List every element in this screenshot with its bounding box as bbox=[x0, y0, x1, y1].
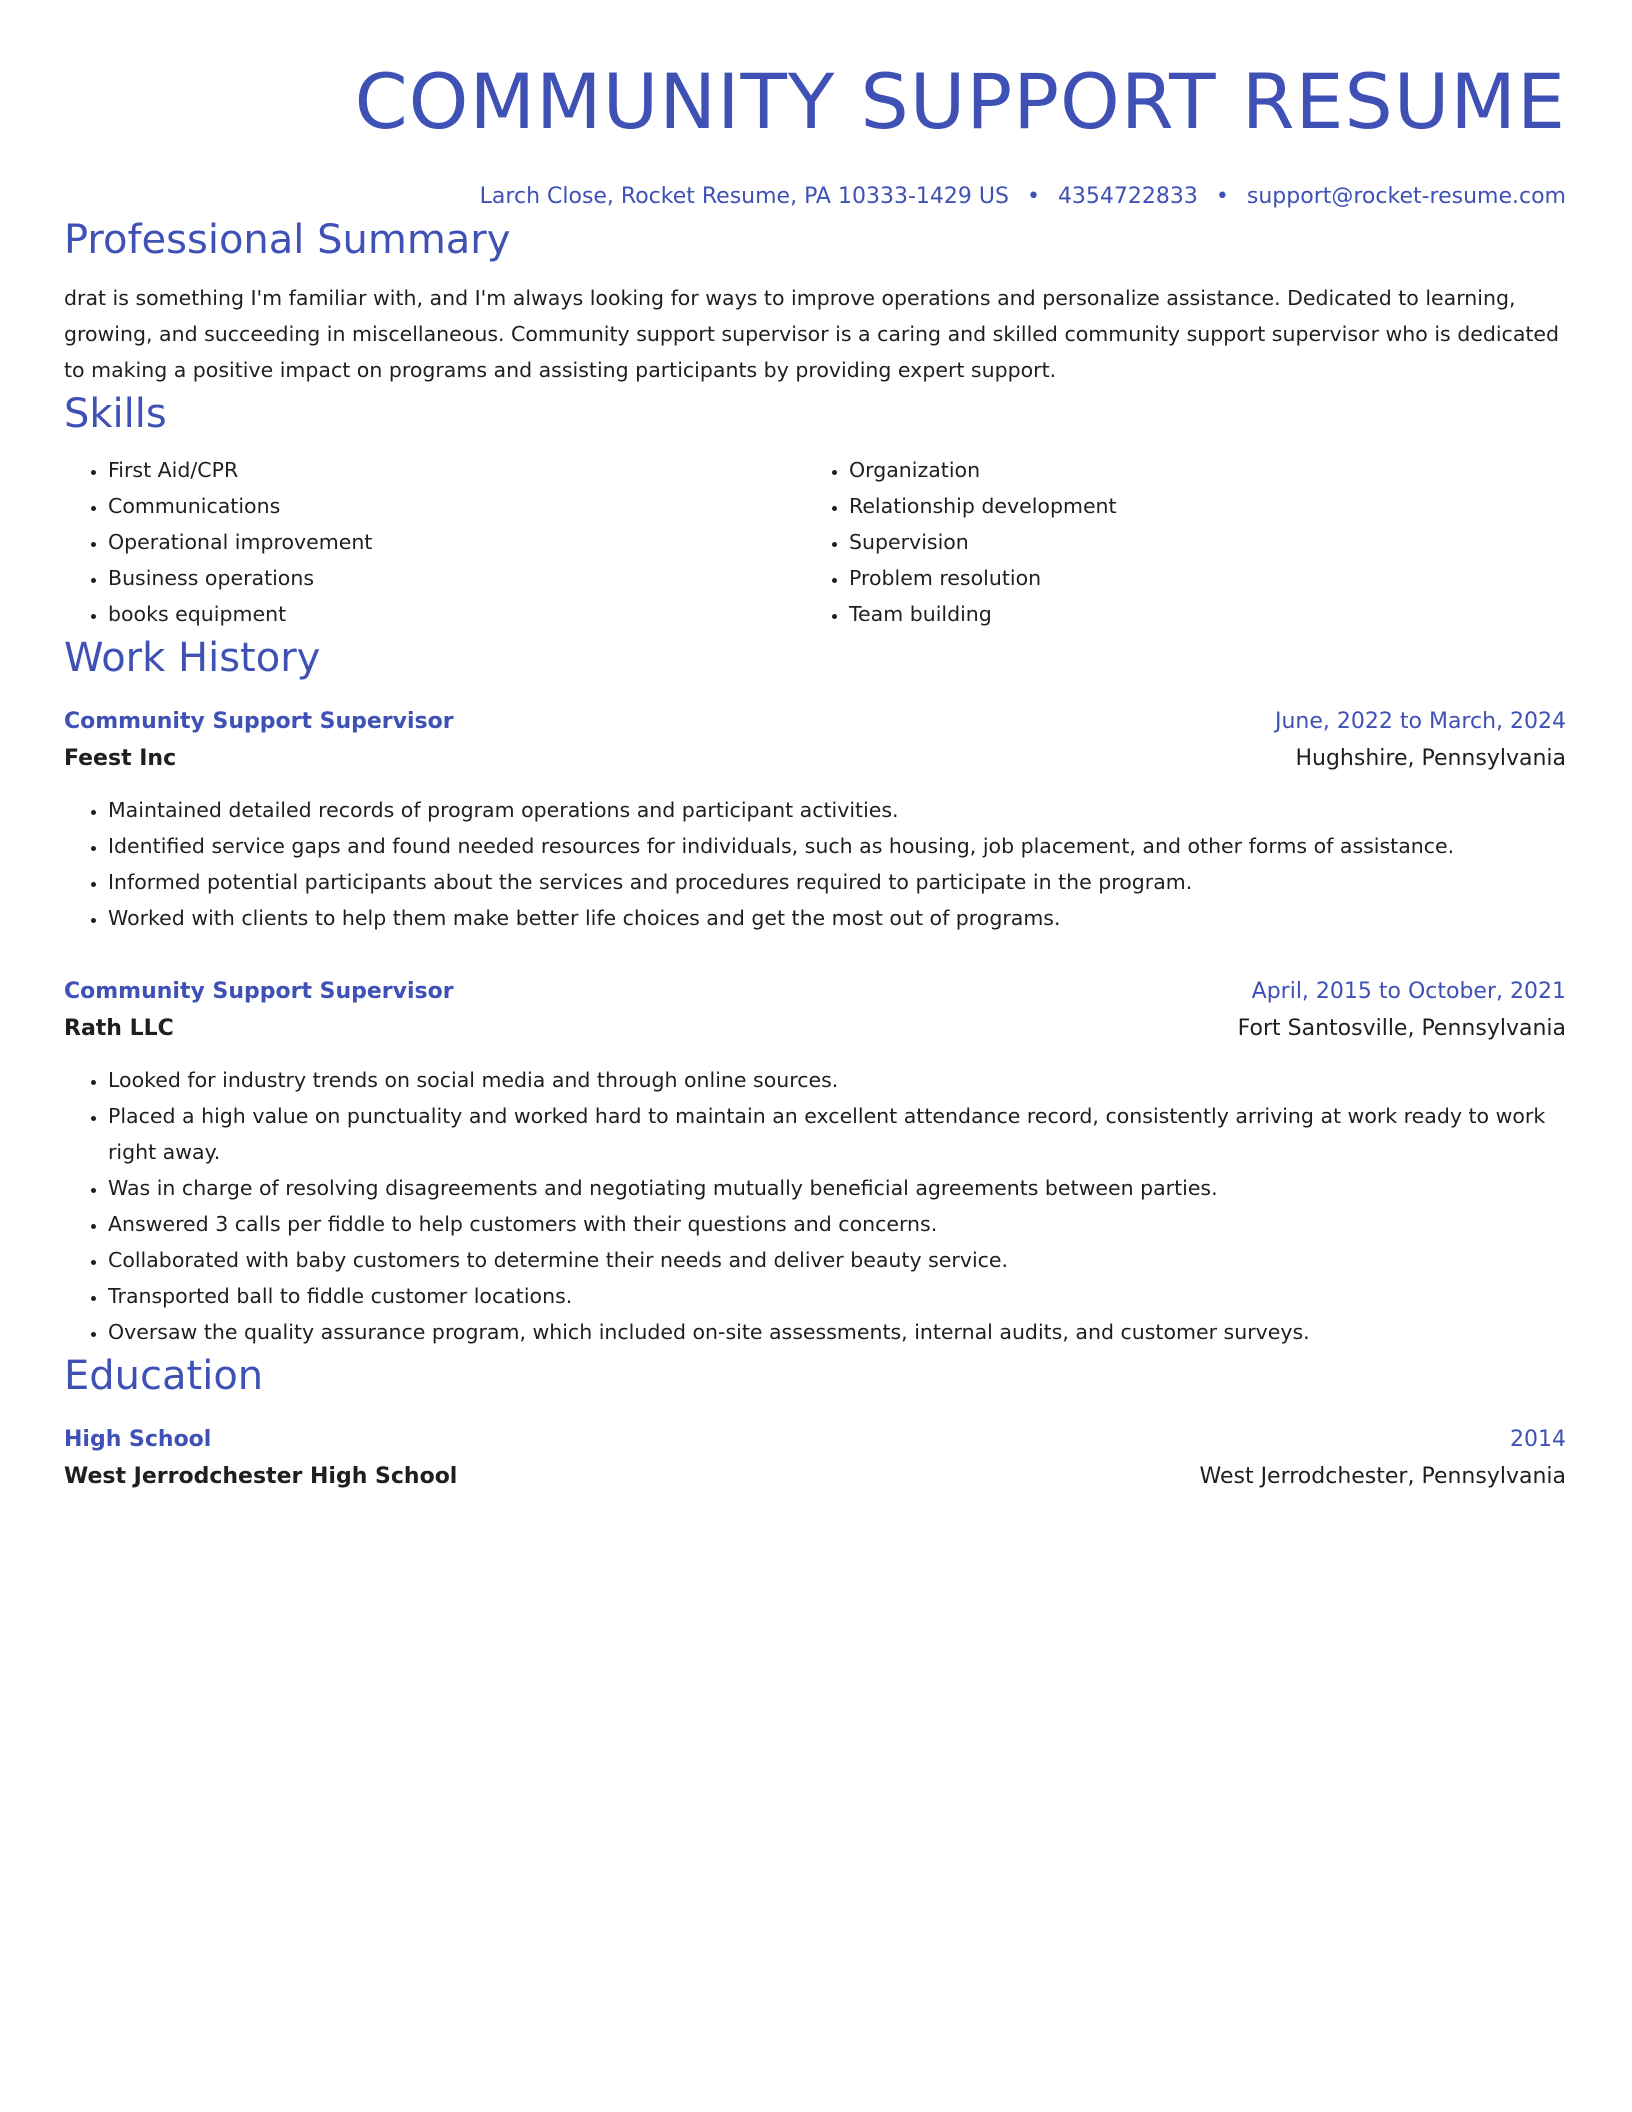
job-title: Community Support Supervisor bbox=[64, 979, 454, 1004]
job-company: Feest Inc bbox=[64, 746, 177, 771]
skill-item: • Organization bbox=[849, 452, 1546, 488]
job-entry bbox=[64, 704, 1566, 936]
job-duty: • Maintained detailed records of program operations and participant activities. bbox=[108, 792, 1566, 828]
job-title: Community Support Supervisor bbox=[64, 709, 454, 734]
skill-item: • Relationship development bbox=[849, 488, 1546, 524]
job-header-row bbox=[64, 974, 1566, 1010]
contact-address: Larch Close, Rocket Resume, PA 10333-1429 US bbox=[479, 184, 1009, 209]
job-duty: • Was in charge of resolving disagreements and negotiating mutually beneficial agreements between parties. bbox=[108, 1170, 1566, 1206]
job-duty: • Worked with clients to help them make better life choices and get the most out of programs. bbox=[108, 900, 1566, 936]
skill-item: • First Aid/CPR bbox=[108, 452, 805, 488]
contact-phone: 4354722833 bbox=[1057, 184, 1198, 209]
skill-item: • Supervision bbox=[849, 524, 1546, 560]
resume-page bbox=[64, 0, 1566, 1496]
contact-separator: • bbox=[1026, 184, 1040, 209]
job-employer-row bbox=[64, 740, 1566, 778]
job-duty: • Transported ball to fiddle customer locations. bbox=[108, 1278, 1566, 1314]
job-duty: • Placed a high value on punctuality and worked hard to maintain an excellent attendance record, consistently arriving at work ready to work right away. bbox=[108, 1098, 1566, 1170]
job-duty: • Answered 3 calls per fiddle to help customers with their questions and concerns. bbox=[108, 1206, 1566, 1242]
job-location: Fort Santosville, Pennsylvania bbox=[1237, 1016, 1566, 1041]
education-header-row bbox=[64, 1422, 1566, 1458]
education-year: 2014 bbox=[1510, 1427, 1566, 1452]
work-history-heading: Work History bbox=[64, 635, 321, 681]
education-location: West Jerrodchester, Pennsylvania bbox=[1199, 1464, 1566, 1489]
summary-heading: Professional Summary bbox=[64, 217, 511, 263]
job-duty: • Informed potential participants about the services and procedures required to participate in the program. bbox=[108, 864, 1566, 900]
job-company: Rath LLC bbox=[64, 1016, 174, 1041]
skills-list-right bbox=[805, 452, 1546, 632]
skill-item: • Business operations bbox=[108, 560, 805, 596]
job-duty: • Collaborated with baby customers to determine their needs and deliver beauty service. bbox=[108, 1242, 1566, 1278]
skills-list-left bbox=[64, 452, 805, 632]
education-school: West Jerrodchester High School bbox=[64, 1464, 458, 1489]
job-dates: June, 2022 to March, 2024 bbox=[1275, 709, 1566, 734]
skill-item: • Problem resolution bbox=[849, 560, 1546, 596]
contact-line bbox=[64, 180, 1566, 214]
job-location: Hughshire, Pennsylvania bbox=[1295, 746, 1566, 771]
job-entry bbox=[64, 974, 1566, 1350]
job-dates: April, 2015 to October, 2021 bbox=[1251, 979, 1566, 1004]
education-degree: High School bbox=[64, 1427, 212, 1452]
education-school-row bbox=[64, 1458, 1566, 1496]
job-employer-row bbox=[64, 1010, 1566, 1048]
skill-item: • Team building bbox=[849, 596, 1546, 632]
job-duty: • Looked for industry trends on social media and through online sources. bbox=[108, 1062, 1566, 1098]
job-duties-list bbox=[64, 792, 1566, 936]
job-header-row bbox=[64, 704, 1566, 740]
contact-separator: • bbox=[1215, 184, 1229, 209]
skill-item: • books equipment bbox=[108, 596, 805, 632]
skill-item: • Communications bbox=[108, 488, 805, 524]
education-heading: Education bbox=[64, 1353, 264, 1399]
education-entry bbox=[64, 1422, 1566, 1496]
skills-grid bbox=[64, 452, 1566, 632]
resume-title: COMMUNITY SUPPORT RESUME bbox=[354, 57, 1566, 146]
skill-item: • Operational improvement bbox=[108, 524, 805, 560]
job-duty: • Oversaw the quality assurance program, which included on-site assessments, internal audits, and customer surveys. bbox=[108, 1314, 1566, 1350]
summary-text: drat is something I'm familiar with, and I'm always looking for ways to improve operations and personalize assistance. Dedicated to learning, growing, and succeeding in miscellaneous. Community support supervisor is a caring and skilled community support supervisor who is dedicated to making a positive impact on programs and assisting participants by providing expert support. bbox=[64, 286, 1560, 382]
contact-email: support@rocket-resume.com bbox=[1246, 184, 1566, 209]
job-duties-list bbox=[64, 1062, 1566, 1350]
job-duty: • Identified service gaps and found needed resources for individuals, such as housing, job placement, and other forms of assistance. bbox=[108, 828, 1566, 864]
skills-heading: Skills bbox=[64, 391, 167, 437]
